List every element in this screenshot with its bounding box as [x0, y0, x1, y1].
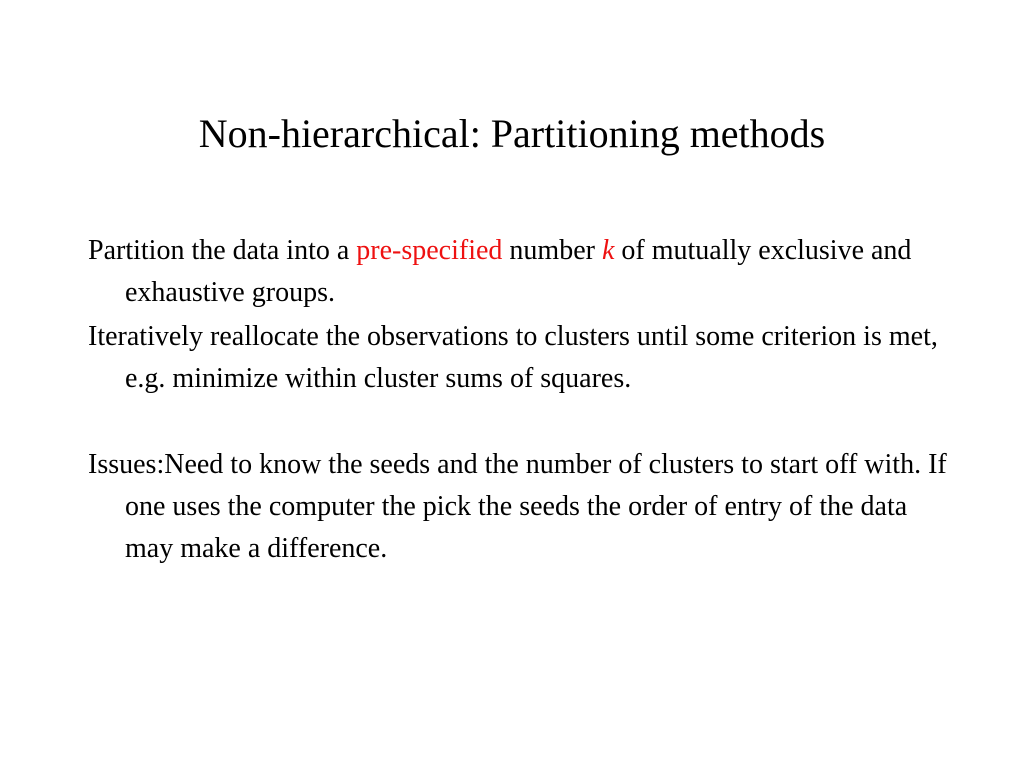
slide-title: Non-hierarchical: Partitioning methods — [198, 111, 826, 156]
paragraph-reallocate: Iteratively reallocate the observations to clusters until some criterion is met, e.g. minimize within cluster sums of squares. — [88, 321, 938, 394]
paragraph-issues: Issues:Need to know the seeds and the number of clusters to start off with. If one uses the computer the pick the seeds the order of entry of the data may make a difference. — [88, 449, 947, 564]
highlight-pre-specified: pre-specified — [356, 235, 503, 266]
paragraph-partition — [88, 230, 948, 314]
slide-body — [88, 230, 948, 570]
paragraph-partition-text-3: of mutually exclusive and exhaustive groups. — [125, 235, 912, 308]
paragraph-partition-text-1: Partition the data into a — [88, 235, 357, 266]
variable-k: k — [601, 235, 615, 266]
paragraph-partition-text-2: number — [502, 235, 602, 266]
